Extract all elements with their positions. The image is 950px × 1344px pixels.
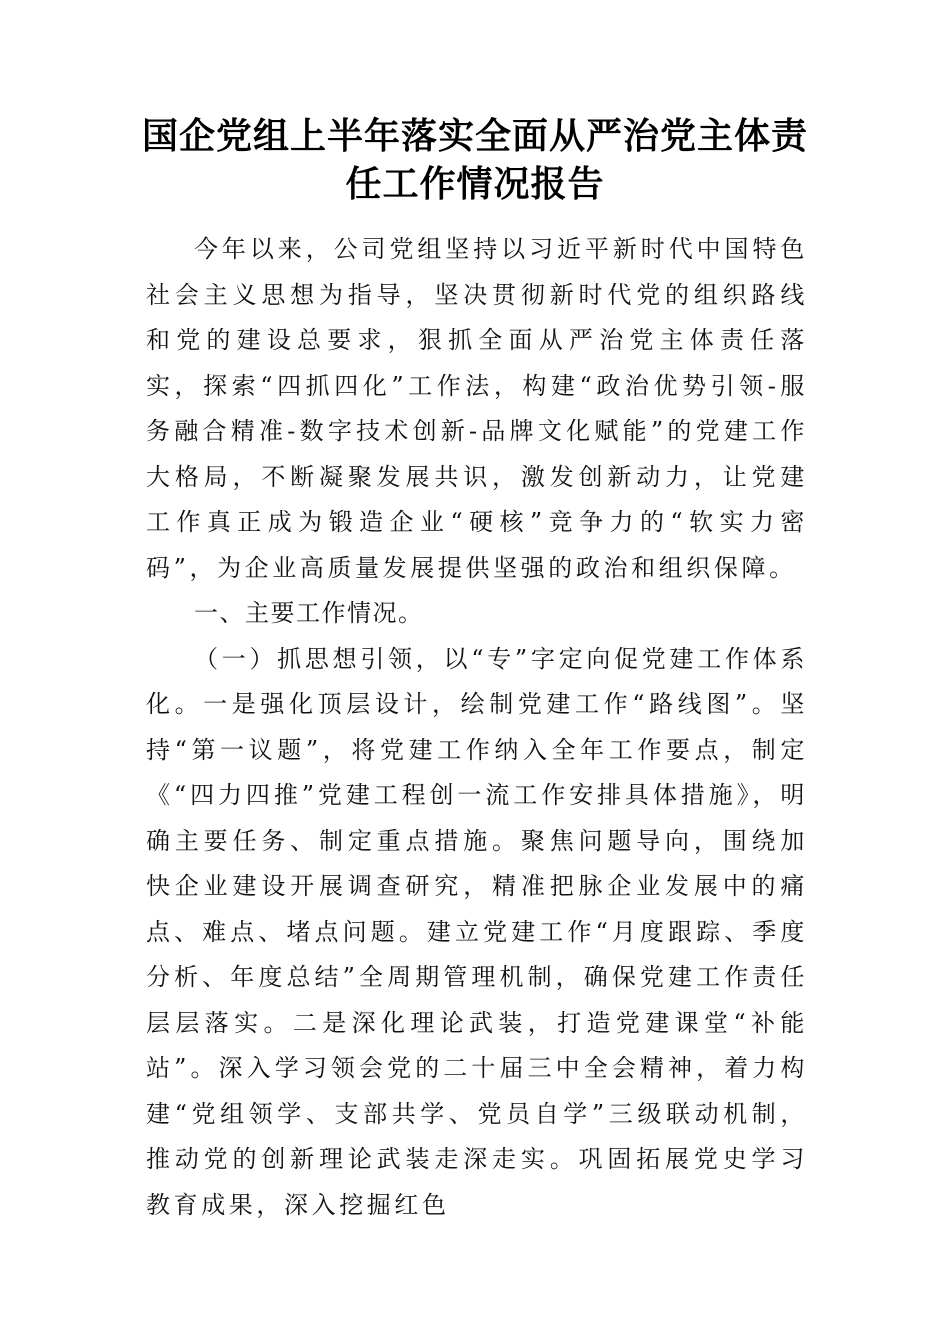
title-line-2: 任工作情况报告	[345, 163, 605, 205]
document-title	[120, 112, 830, 208]
intro-paragraph: 今年以来，公司党组坚持以习近平新时代中国特色社会主义思想为指导，坚决贯彻新时代党的组织路线和党的建设总要求，狠抓全面从严治党主体责任落实，探索“四抓四化”工作法，构建“政治优势引领-服务融合精准-数字技术创新-品牌文化赋能”的党建工作大格局，不断凝聚发展共识，激发创新动力，让党建工作真正成为锻造企业“硬核”竞争力的“软实力密码”，为企业高质量发展提供坚强的政治和组织保障。	[146, 235, 808, 582]
section-heading: 一、主要工作情况。	[194, 599, 424, 627]
section-paragraph: （一）抓思想引领，以“专”字定向促党建工作体系化。一是强化顶层设计，绘制党建工作“路线图”。坚持“第一议题”，将党建工作纳入全年工作要点，制定《“四力四推”党建工程创一流工作安排具体措施》，明确主要任务、制定重点措施。聚焦问题导向，围绕加快企业建设开展调查研究，精准把脉企业发展中的痛点、难点、堵点问题。建立党建工作“月度跟踪、季度分析、年度总结”全周期管理机制，确保党建工作责任层层落实。二是深化理论武装，打造党建课堂“补能站”。深入学习领会党的二十届三中全会精神，着力构建“党组领学、支部共学、党员自学”三级联动机制，推动党的创新理论武装走深走实。巩固拓展党史学习教育成果，深入挖掘红色	[146, 644, 808, 1219]
document-body	[146, 227, 808, 1228]
title-line-1: 国企党组上半年落实全面从严治党主体责	[141, 115, 808, 157]
